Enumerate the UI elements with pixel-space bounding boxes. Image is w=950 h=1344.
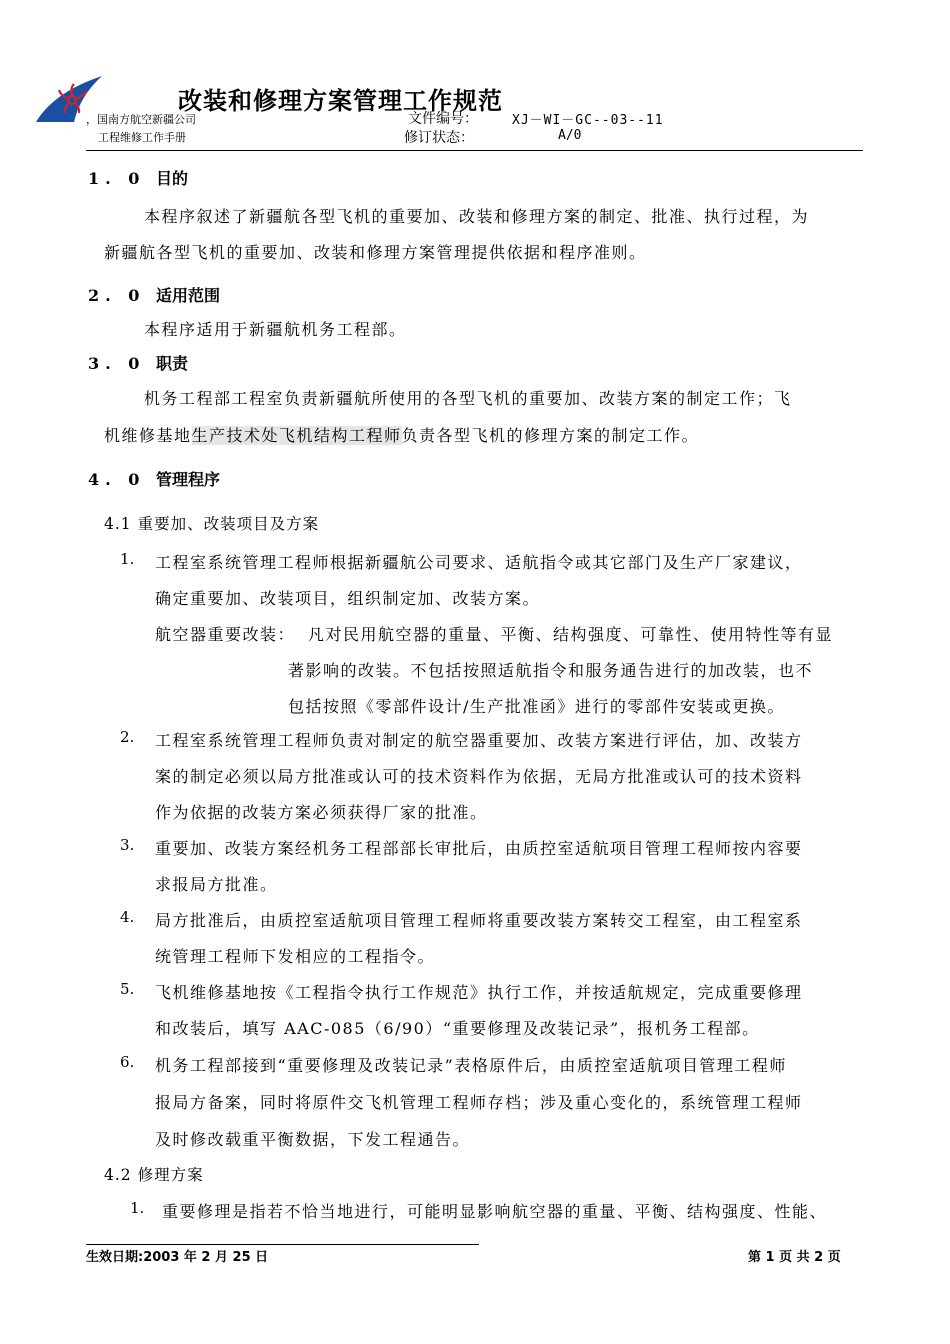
- section-number: 1. 0: [88, 169, 146, 188]
- list-item-line: 工程室系统管理工程师负责对制定的航空器重要加、改装方案进行评估，加、改装方: [155, 731, 803, 750]
- footer-rule: [86, 1244, 479, 1245]
- list-item-line: 报局方备案，同时将原件交飞机管理工程师存档；涉及重心变化的，系统管理工程师: [155, 1093, 803, 1112]
- list-number: 1.: [130, 1199, 145, 1217]
- definition-term: 航空器重要改装：: [155, 625, 296, 644]
- section-title: 职责: [156, 354, 189, 373]
- doc-number-value: XJ－WI－GC--03--11: [512, 113, 664, 128]
- text-run: 机维修基地: [104, 426, 192, 445]
- list-number: 5.: [120, 980, 135, 998]
- list-item-line: 局方批准后，由质控室适航项目管理工程师将重要改装方案转交工程室，由工程室系: [155, 911, 803, 930]
- paragraph-line: 本程序适用于新疆航机务工程部。: [144, 320, 407, 339]
- page-number: 第 1 页 共 2 页: [748, 1250, 841, 1265]
- section-heading-scope: [88, 283, 220, 306]
- section-number: 2. 0: [88, 286, 146, 305]
- list-item-line: 统管理工程师下发相应的工程指令。: [155, 947, 436, 966]
- doc-number-label: 文件编号：: [408, 111, 478, 127]
- section-title: 目的: [156, 169, 189, 188]
- subsection-heading: 4.2 修理方案: [104, 1166, 204, 1184]
- paragraph-line: 新疆航各型飞机的重要加、改装和修理方案管理提供依据和程序准则。: [104, 243, 647, 262]
- definition-line: 凡对民用航空器的重量、平衡、结构强度、可靠性、使用特性等有显: [308, 625, 834, 644]
- revision-label: 修订状态：: [404, 130, 474, 146]
- definition-line: 包括按照《零部件设计/生产批准函》进行的零部件安装或更换。: [288, 697, 785, 716]
- section-heading-purpose: [88, 166, 188, 189]
- text-run: 负责各型飞机的修理方案的制定工作。: [401, 426, 700, 445]
- list-item-line: 及时修改载重平衡数据，下发工程通告。: [155, 1130, 471, 1149]
- definition-line: 著影响的改装。不包括按照适航指令和服务通告进行的加改装，也不: [288, 661, 814, 680]
- list-item-line: 和改装后，填写 AAC-085（6/90）“重要修理及改装记录”，报机务工程部。: [155, 1019, 760, 1038]
- list-number: 1.: [120, 550, 135, 568]
- section-heading-responsibilities: [88, 351, 188, 374]
- effective-date: 生效日期:2003 年 2 月 25 日: [86, 1250, 269, 1265]
- section-number: 3. 0: [88, 354, 146, 373]
- list-item-line: 求报局方批准。: [155, 875, 278, 894]
- header-rule: [86, 150, 863, 151]
- list-item-line: 工程室系统管理工程师根据新疆航公司要求、适航指令或其它部门及生产厂家建议，: [155, 553, 803, 572]
- highlighted-text: 生产技术处飞机结构工程师: [191, 426, 402, 445]
- list-number: 3.: [120, 836, 135, 854]
- list-number: 6.: [120, 1053, 135, 1071]
- list-item-line: 作为依据的改装方案必须获得厂家的批准。: [155, 803, 488, 822]
- section-title: 适用范围: [156, 286, 221, 305]
- section-title: 管理程序: [156, 470, 221, 489]
- list-item-line: 重要加、改装方案经机务工程部部长审批后，由质控室适航项目管理工程师按内容要: [155, 839, 803, 858]
- paragraph-line: [104, 423, 699, 446]
- subsection-heading: 4.1 重要加、改装项目及方案: [104, 515, 320, 533]
- section-number: 4. 0: [88, 470, 146, 489]
- list-item-line: 确定重要加、改装项目，组织制定加、改装方案。: [155, 589, 541, 608]
- list-number: 2.: [120, 728, 135, 746]
- paragraph-line: 本程序叙述了新疆航各型飞机的重要加、改装和修理方案的制定、批准、执行过程，为: [144, 207, 810, 226]
- list-item-line: 案的制定必须以局方批准或认可的技术资料作为依据，无局方批准或认可的技术资料: [155, 767, 803, 786]
- list-item-line: 重要修理是指若不恰当地进行，可能明显影响航空器的重量、平衡、结构强度、性能、: [162, 1202, 828, 1221]
- manual-name: 工程维修工作手册: [98, 131, 186, 144]
- paragraph-line: 机务工程部工程室负责新疆航所使用的各型飞机的重要加、改装方案的制定工作；飞: [144, 389, 792, 408]
- section-heading-procedure: [88, 467, 220, 490]
- list-item-line: 机务工程部接到“重要修理及改装记录”表格原件后，由质控室适航项目管理工程师: [155, 1056, 787, 1075]
- list-item-line: 飞机维修基地按《工程指令执行工作规范》执行工作，并按适航规定，完成重要修理: [155, 983, 803, 1002]
- company-name: ，国南方航空新疆公司: [86, 113, 196, 126]
- list-number: 4.: [120, 908, 135, 926]
- revision-value: A/0: [558, 128, 582, 143]
- document-title: 改装和修理方案管理工作规范: [178, 87, 503, 115]
